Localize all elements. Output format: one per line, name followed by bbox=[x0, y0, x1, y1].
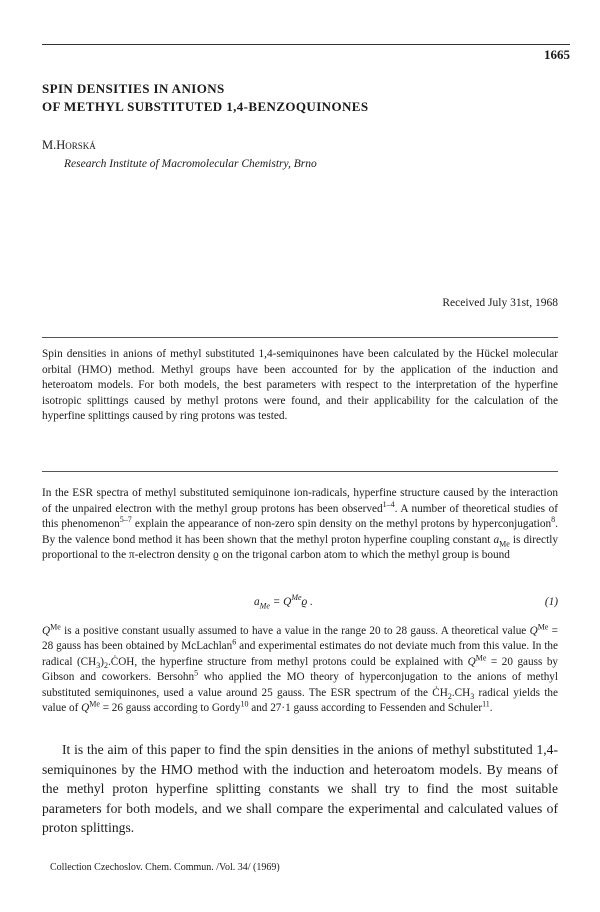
para2-text-6: = 20 gauss by Gibson and coworkers. Bersohn bbox=[42, 655, 559, 684]
para1-text-5: is directly proportional to the π-electron density ϱ on the trigonal carbon atom to which the methyl group is bound bbox=[42, 533, 558, 562]
equation-lhs: a bbox=[254, 596, 260, 608]
subscript-2a: 2 bbox=[103, 661, 108, 671]
article-title bbox=[42, 80, 368, 116]
para2-text-4: ) bbox=[100, 655, 104, 668]
reference-11: 11 bbox=[482, 699, 490, 709]
reference-1-4: 1–4 bbox=[382, 499, 395, 509]
header-rule bbox=[42, 44, 570, 45]
abstract: Spin densities in anions of methyl substituted 1,4-semiquinones have been calculated by the Hückel molecular orbital (HMO) method. Methyl groups have been accounted for by the application of the induction and heteroatom models. For both models, the best parameters with respect to the interpretation of the hyperfine isotropic splittings caused by methyl protons were found, and their applicability for the calculation of the hyperfine splittings caused by ring protons was tested. bbox=[42, 348, 558, 422]
reference-6: 6 bbox=[232, 637, 237, 647]
para2-text-9: radical yields the value of bbox=[42, 686, 558, 715]
reference-5-7: 5–7 bbox=[119, 515, 132, 525]
title-line-2: OF METHYL SUBSTITUTED 1,4-BENZOQUINONES bbox=[42, 99, 369, 114]
para2-text-2: = 28 gauss has been obtained by McLachlan bbox=[42, 625, 558, 653]
para2-text-7: who applied the MO theory of hyperconjugation to the anions of methyl substituted semiquinones, used a value around 25 gauss. The ESR spectrum of the ĊH bbox=[42, 671, 558, 699]
reference-5: 5 bbox=[194, 668, 199, 678]
para2-text-10: = 26 gauss according to Gordy bbox=[99, 702, 241, 715]
aim-paragraph: It is the aim of this paper to find the spin densities in the anions of methyl substituted 1,4-semiquinones by the HMO method with the induction and heteroatom models. By means of the methyl proton hyperfine splitting constants we shall try to find the most suitable parameters for both models, and we shall compare the experimental and calculated values of proton splittings. bbox=[42, 742, 558, 835]
subscript-3a: 3 bbox=[96, 661, 101, 671]
para2-text-11: and 27·1 gauss according to Fessenden and Schuler bbox=[248, 702, 483, 715]
author-initial: M. bbox=[42, 138, 57, 152]
para1-text-2: . A number of theoretical studies of this phenomenon bbox=[42, 502, 558, 531]
para2-text-8: .CH bbox=[451, 686, 471, 699]
body-paragraph-3 bbox=[42, 740, 558, 838]
equation-1 bbox=[42, 593, 558, 614]
reference-10: 10 bbox=[240, 699, 249, 709]
coupling-constant-symbol: a bbox=[493, 533, 500, 546]
para2-text-5: .ĊOH, the hyperfine structure from methyl protons could be explained with bbox=[107, 655, 468, 668]
q-symbol-4: Q bbox=[81, 702, 90, 715]
q-symbol-1: Q bbox=[42, 625, 51, 637]
equation-mid-superscript: Me bbox=[291, 593, 302, 603]
page-number: 1665 bbox=[544, 47, 570, 62]
para2-text-3: and experimental estimates do not deviate much from this value. In the radical (CH bbox=[42, 640, 558, 668]
equation-formula bbox=[254, 593, 313, 611]
equation-lhs-subscript: Me bbox=[259, 601, 270, 611]
subscript-3b: 3 bbox=[470, 691, 475, 701]
para1-text-3: explain the appearance of non-zero spin density on the methyl protons by hyperconjugation bbox=[131, 518, 552, 531]
coupling-constant-subscript: Me bbox=[499, 539, 510, 549]
q-symbol-2: Q bbox=[529, 625, 538, 637]
q-superscript-4: Me bbox=[89, 699, 100, 709]
para1-text-1: In the ESR spectra of methyl substituted semiquinone ion-radicals, hyperfine structure caused by the interaction of the unpaired electron with the methyl group protons has been observed bbox=[42, 487, 558, 515]
affiliation: Research Institute of Macromolecular Chemistry, Brno bbox=[64, 158, 317, 170]
author bbox=[42, 138, 96, 153]
para1-text-4: . By the valence bond method it has been shown that the methyl proton hyperfine coupling constant bbox=[42, 518, 558, 546]
equation-rhs: ϱ . bbox=[301, 596, 313, 608]
para2-text-1: is a positive constant usually assumed to have a value in the range 20 to 28 gauss. A theoretical value bbox=[60, 625, 530, 637]
para2-text-12: . bbox=[489, 702, 493, 715]
title-line-1: SPIN DENSITIES IN ANIONS bbox=[42, 81, 225, 96]
author-name: Horská bbox=[56, 138, 96, 152]
equation-mid: = Q bbox=[269, 596, 292, 608]
equation-number: (1) bbox=[544, 596, 558, 608]
q-superscript-3: Me bbox=[475, 653, 487, 663]
journal-footer: Collection Czechoslov. Chem. Commun. /Vol. 34/ (1969) bbox=[50, 862, 280, 873]
body-paragraph-2 bbox=[42, 624, 558, 716]
q-superscript-2: Me bbox=[537, 622, 549, 632]
abstract-top-rule bbox=[42, 337, 558, 338]
abstract-bottom-rule bbox=[42, 471, 558, 472]
received-date: Received July 31st, 1968 bbox=[442, 297, 558, 309]
q-superscript-1: Me bbox=[50, 622, 61, 632]
subscript-2b: 2 bbox=[447, 691, 452, 701]
q-symbol-3: Q bbox=[467, 655, 476, 668]
body-paragraph-1 bbox=[42, 486, 558, 564]
reference-8: 8 bbox=[551, 515, 556, 525]
